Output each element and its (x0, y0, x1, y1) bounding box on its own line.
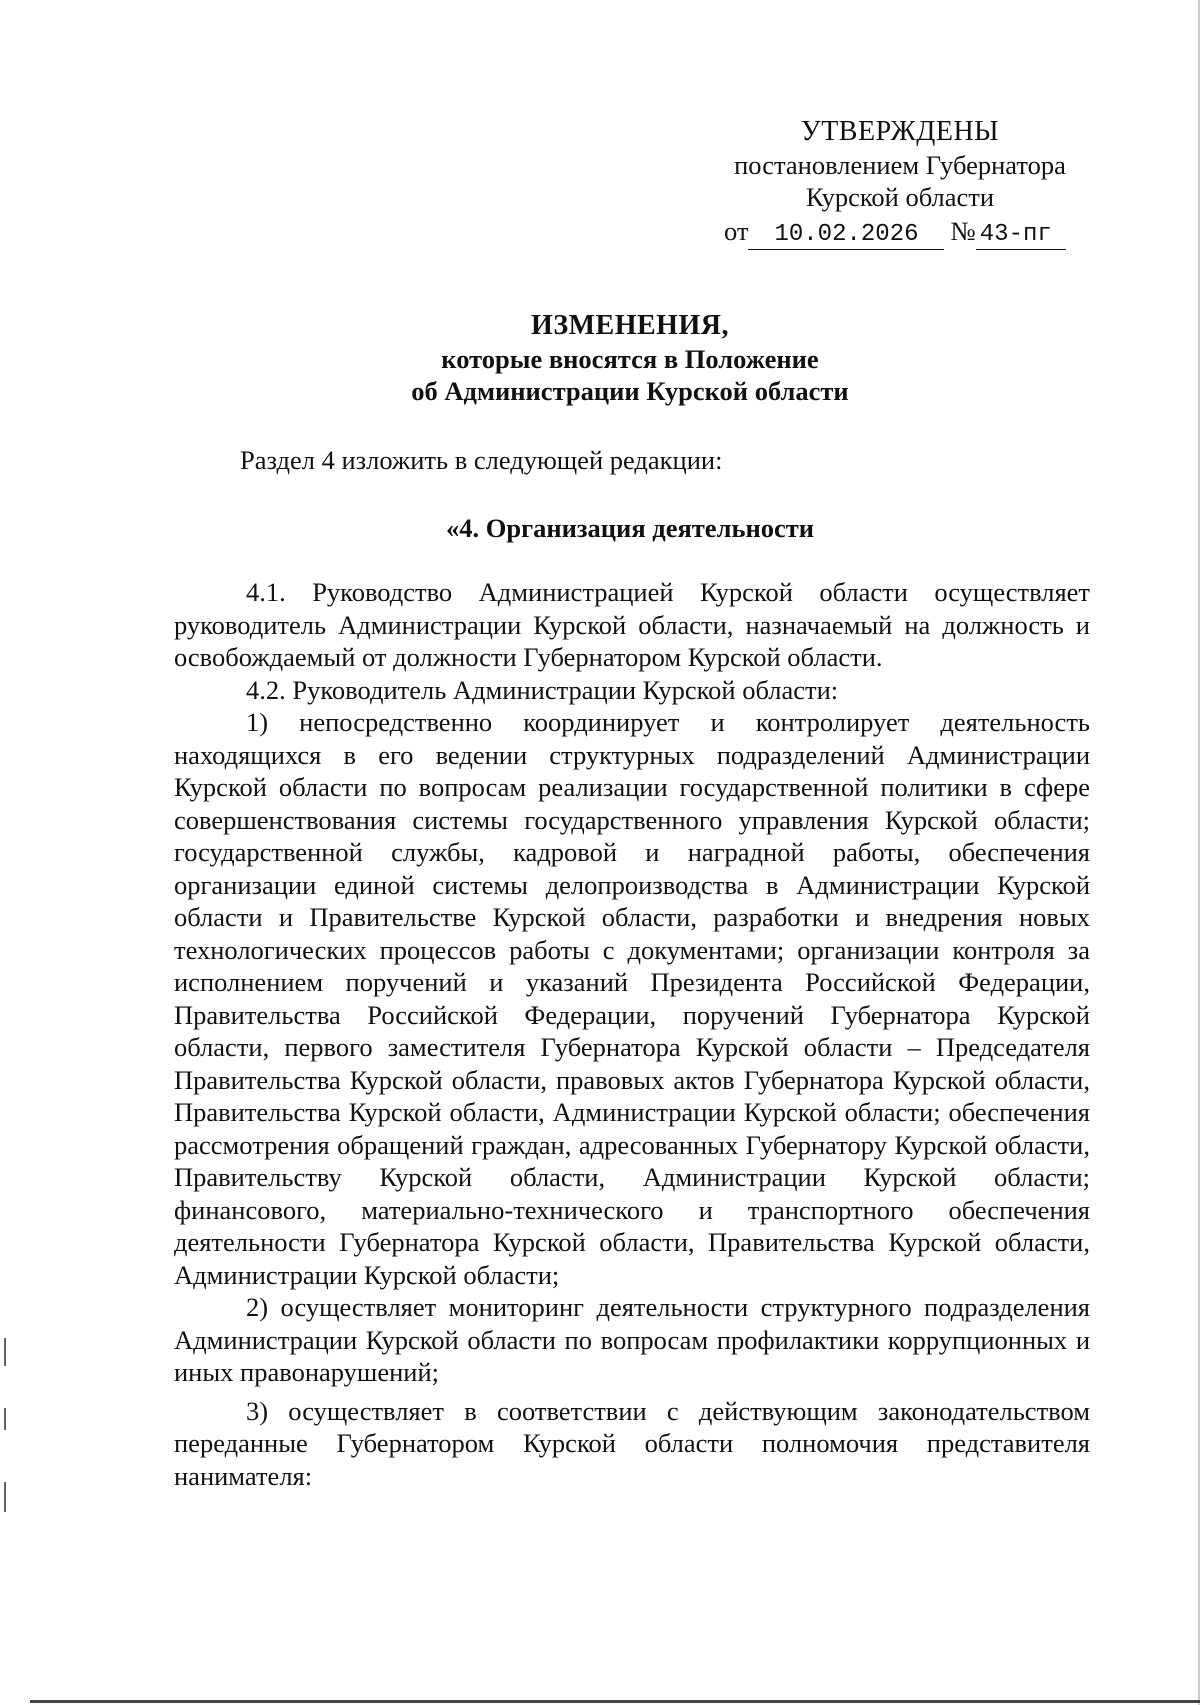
intro-text: Раздел 4 изложить в следующей редакции: (240, 445, 723, 475)
paragraph-item-1: 1) непосредственно координирует и контролирует деятельность находящихся в его ведении структурных подразделений Администрации Курской области по вопросам реализации государственной политики в сфере совершенствования системы государственного управления Курской области; государственной службы, кадровой и наградной работы, обеспечения организации единой системы делопроизводства в Администрации Курской области и Правительстве Курской области, разработки и внедрения новых технологических процессов работы с документами; организации контроля за исполнением поручений и указаний Президента Российской Федерации, Правительства Российской Федерации, поручений Губернатора Курской области, первого заместителя Губернатора Курской области – Председателя Правительства Курской области, правовых актов Губернатора Курской области, Правительства Курской области, Администрации Курской области; обеспечения рассмотрения обращений граждан, адресованных Губернатору Курской области, Правительству Курской области, Администрации Курской области; финансового, материально-технического и транспортного обеспечения деятельности Губернатора Курской области, Правительства Курской области, Администрации Курской области; (174, 707, 1090, 1290)
date-prefix: от (724, 215, 749, 246)
scan-artifact (4, 1338, 6, 1366)
approval-date-line (690, 215, 1110, 250)
scan-artifact (4, 1408, 6, 1430)
paragraph-4-2: 4.2. Руководитель Администрации Курской области: (246, 674, 839, 705)
document-heading (150, 310, 1110, 408)
heading-line-3: об Администрации Курской области (411, 376, 849, 406)
approval-block (690, 116, 1110, 250)
scan-artifact (4, 1482, 6, 1512)
section-title: «4. Организация деятельности (445, 513, 815, 543)
number-prefix: № (950, 215, 976, 246)
body-text (174, 576, 1090, 1492)
approval-title: УТВЕРЖДЕНЫ (800, 116, 1000, 147)
paragraph-item-2: 2) осуществляет мониторинг деятельности структурного подразделения Администрации Курской области по вопросам профилактики коррупционных и иных правонарушений; (174, 1292, 1090, 1387)
decree-number: 43-пг (976, 221, 1066, 250)
decree-date: 10.02.2026 (748, 221, 944, 250)
heading-main: ИЗМЕНЕНИЯ, (531, 310, 729, 341)
approval-line-1: постановлением Губернатора (734, 149, 1066, 180)
approval-line-2: Курской области (805, 182, 995, 212)
scan-bottom-edge (30, 1700, 1200, 1703)
paragraph-item-3: 3) осуществляет в соответствии с действующим законодательством переданные Губернатором Курской области полномочия представителя нанимателя: (174, 1395, 1090, 1491)
heading-line-2: которые вносятся в Положение (441, 343, 819, 374)
paragraph-4-1: 4.1. Руководство Администрацией Курской области осуществляет руководитель Администрации Курской области, назначаемый на должность и освобождаемый от должности Губернатором Курской области. (174, 577, 1090, 672)
